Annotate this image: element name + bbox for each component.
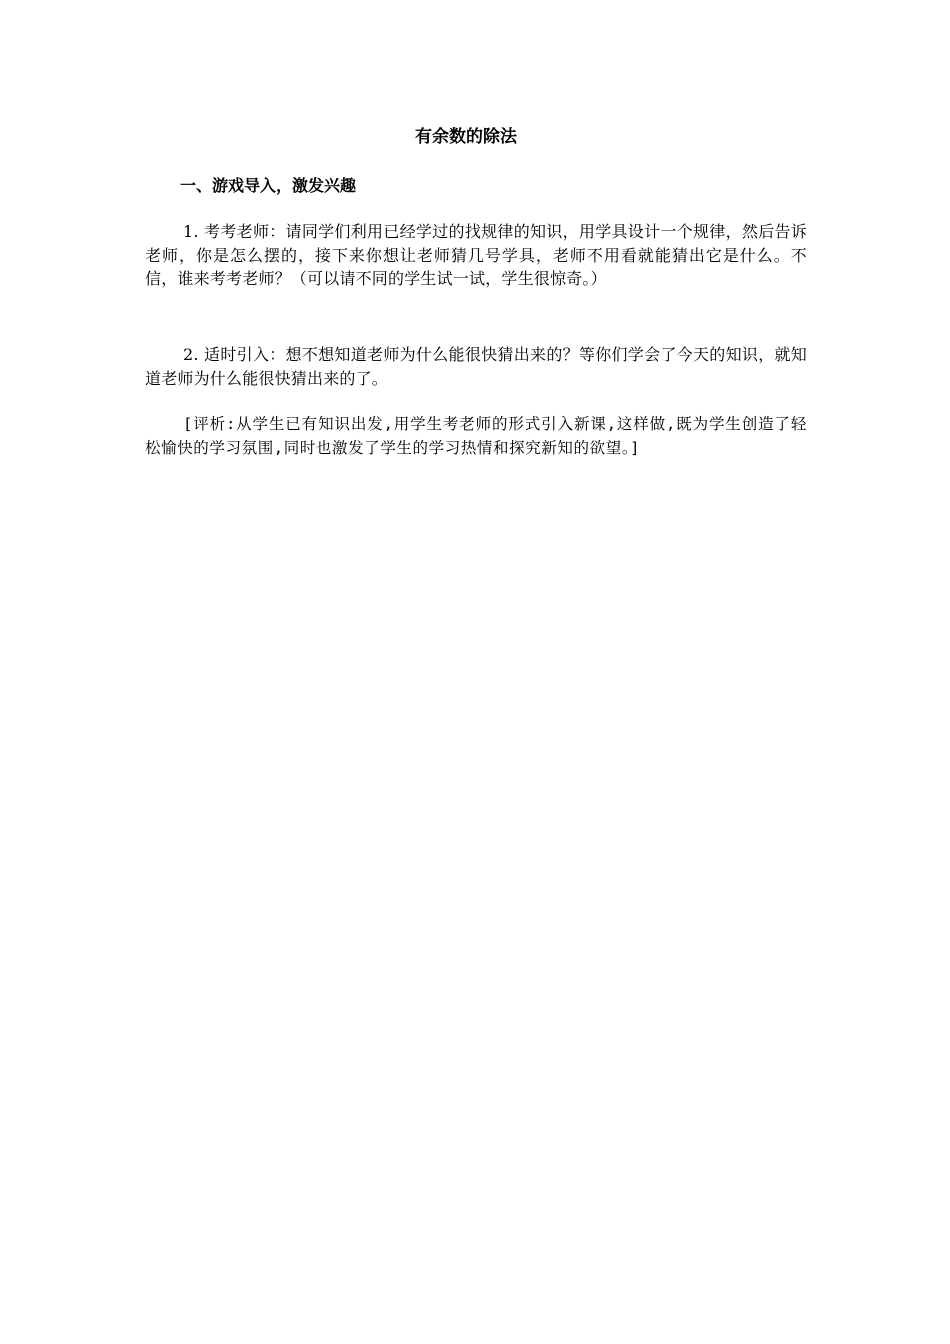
document-title: 有余数的除法 [415, 127, 517, 147]
paragraph-2: 2. 适时引入：想不想知道老师为什么能很快猜出来的？等你们学会了今天的知识，就知道老师为什么能很快猜出来的了。 [145, 345, 807, 388]
paragraph-1: 1. 考考老师：请同学们利用已经学过的找规律的知识，用学具设计一个规律，然后告诉老师，你是怎么摆的，接下来你想让老师猜几号学具，老师不用看就能猜出它是什么。不信，谁来考考老师？（可以请不同的学生试一试，学生很惊奇。） [145, 222, 807, 288]
section-heading: 一、游戏导入，激发兴趣 [180, 176, 357, 195]
commentary-paragraph: [评析:从学生已有知识出发,用学生考老师的形式引入新课,这样做,既为学生创造了轻松愉快的学习氛围,同时也激发了学生的学习热情和探究新知的欲望。] [145, 415, 807, 457]
